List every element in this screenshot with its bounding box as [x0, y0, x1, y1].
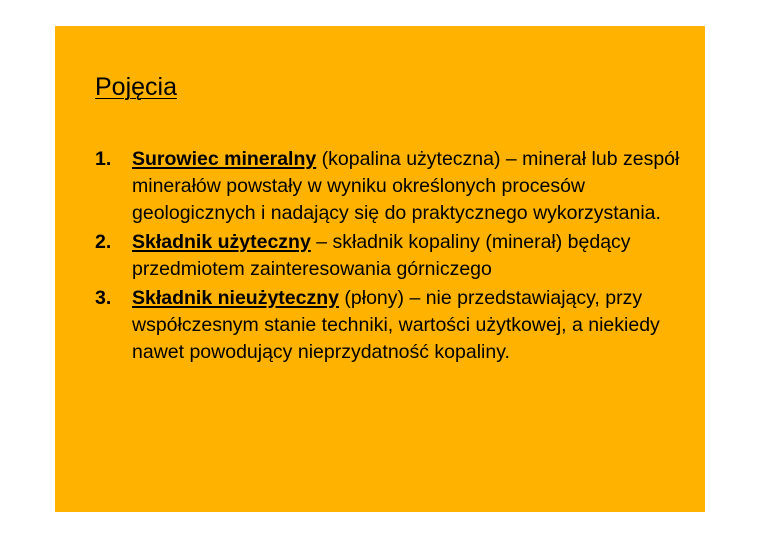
- item-term: Surowiec mineralny: [132, 148, 317, 170]
- item-number: 2.: [95, 231, 112, 253]
- item-text: – składnik kopaliny (minerał) będący przedmiotem zainteresowania górniczego: [132, 231, 631, 280]
- item-text: (kopalina użyteczna) – minerał lub zespół minerałów powstały w wyniku określonych procesów geologicznych i nadający się do praktycznego wykorzystania.: [132, 148, 680, 224]
- list-item: [95, 285, 695, 366]
- slide: [55, 26, 705, 512]
- item-text: (płony) – nie przedstawiający, przy współczesnym stanie techniki, wartości użytkowej, a niekiedy nawet powodujący nieprzydatność kopaliny.: [132, 287, 660, 363]
- item-number: 1.: [95, 148, 112, 170]
- slide-title: Pojęcia: [95, 73, 177, 101]
- list-item: [95, 146, 695, 227]
- list-item: [95, 229, 695, 283]
- item-term: Składnik nieużyteczny: [132, 287, 339, 309]
- item-term: Składnik użyteczny: [132, 231, 311, 253]
- item-number: 3.: [95, 287, 112, 309]
- definitions-list: [95, 146, 695, 368]
